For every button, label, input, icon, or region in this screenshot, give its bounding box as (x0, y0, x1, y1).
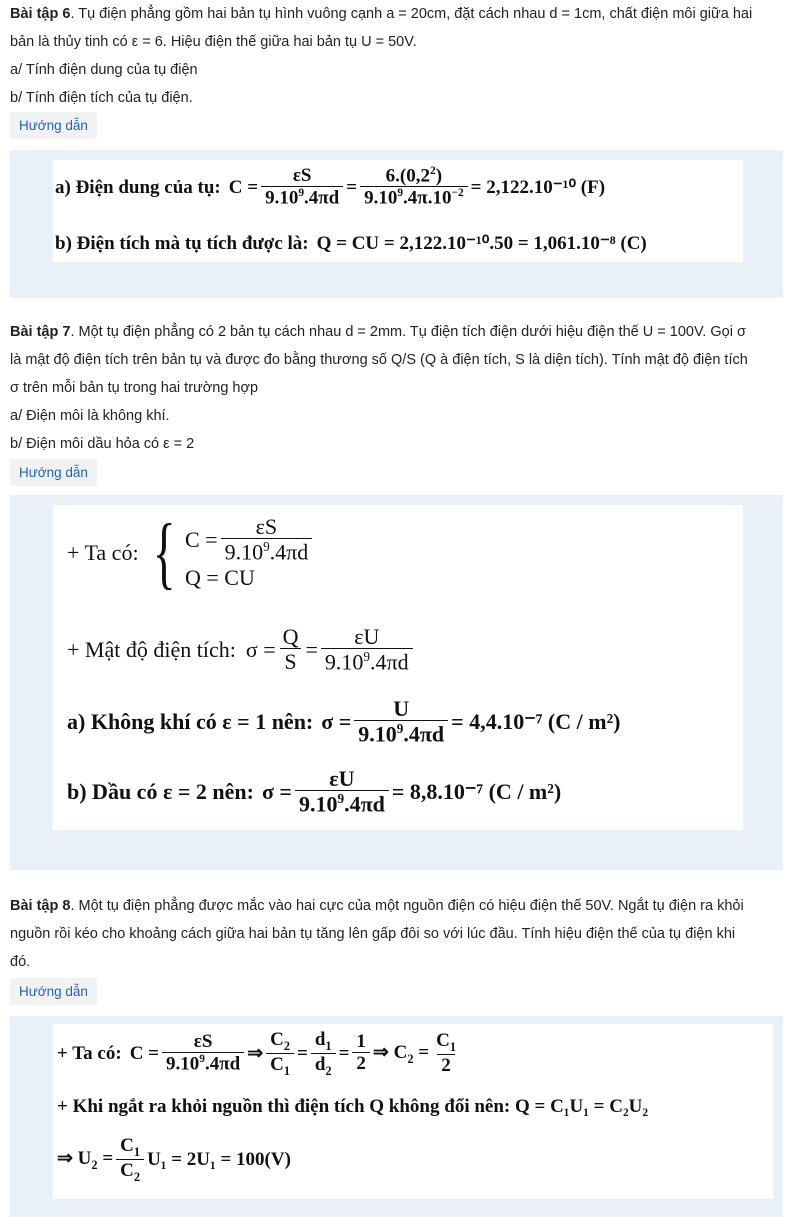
hint-button-7[interactable]: Hướng dẫn (10, 459, 97, 486)
exercise-6-question-a: a/ Tính điện dung của tụ điện (10, 62, 198, 78)
exercise-7 (0, 318, 800, 458)
solution-box-7 (10, 495, 783, 870)
exercise-8-text: Bài tập 8. Một tụ điện phẳng được mắc vào hai cực của một nguồn điện có hiệu điện thế 50V. Ngắt tụ điện ra khỏi nguồn rồi kéo cho khoảng cách giữa hai bản tụ tăng lên gấp đôi so với lúc đầu. Tính hiệu điện thế của tụ điện khi đó. (10, 898, 744, 970)
exercise-6-title: Bài tập 6 (10, 6, 71, 22)
hint-button-8[interactable]: Hướng dẫn (10, 978, 97, 1005)
solution-image-7: + Ta có: { C = $\frac{\varepsilon S}{9.10^9.4\pi d}$ Q = CU + Mật độ điện tích: σ = $\frac{Q}{S}$ = $\frac{\varepsilon U}{9.10^9.4\pi d}$ a) Không khí có ε = 1 nên: σ = $\frac{U}{9.10^9.4\pi d}$ = 4,4.10⁻⁷ (C / m²) b) Dầu có ε = 2 nên: σ = $\frac{\varepsilon U}{9.10^9.4\pi d}$ = 8,8.10⁻⁷ (C / m²) (53, 505, 743, 830)
exercise-7-question-a: a/ Điện môi là không khí. (10, 408, 170, 424)
exercise-8-title: Bài tập 8 (10, 898, 71, 914)
exercise-6-text: Bài tập 6. Tụ điện phẳng gồm hai bản tụ hình vuông cạnh a = 20cm, đặt cách nhau d = 1cm, chất điện môi giữa hai bản là thủy tinh có ε = 6. Hiệu điện thế giữa hai bản tụ U = 50V. a/ Tính điện dung của tụ điện b/ Tính điện tích của tụ điện. (10, 6, 753, 106)
exercise-7-title: Bài tập 7 (10, 324, 71, 340)
solution-image-8: + Ta có: C = $\frac{\varepsilon S}{9.10^9.4\pi d}$ ⇒ $\frac{C_2}{C_1}$ = $\frac{d_1}{d_2}$ = $\frac{1}{2}$ ⇒ $C_2$ = $\frac{C_1}{2}$ + Khi ngắt ra khỏi nguồn thì điện tích Q không đổi nên: Q = C₁U₁ = C₂U₂ ⇒ $U_2$ = $\frac{C_1}{C_2}$ U₁ = 2U₁ = 100(V) (53, 1024, 773, 1199)
exercise-8 (0, 892, 800, 976)
hint-button-6[interactable]: Hướng dẫn (10, 112, 97, 139)
solution-box-8 (10, 1016, 783, 1217)
solution-box-6 (10, 150, 783, 298)
exercise-7-question-b: b/ Điện môi dầu hỏa có ε = 2 (10, 436, 195, 452)
exercise-6 (0, 0, 800, 112)
exercise-6-question-b: b/ Tính điện tích của tụ điện. (10, 90, 193, 106)
solution-image-6: a) Điện dung của tụ: C = $\frac{\varepsilon S}{9.10^9.4\pi d}$ = $\frac{6.(0,2^2)}{9.10^9.4\pi.10^{-2}}$ = 2,122.10⁻¹⁰ (F) b) Điện tích mà tụ tích được là: Q = CU = 2,122.10⁻¹⁰.50 = 1,061.10⁻⁸ (C) (53, 160, 743, 262)
exercise-7-text: Bài tập 7. Một tụ điện phẳng có 2 bản tụ cách nhau d = 2mm. Tụ điện tích điện dưới hiệu điện thế U = 100V. Gọi σ là mật độ điện tích trên bản tụ và được đo bằng thương số Q/S (Q à điện tích, S là diện tích). Tính mật độ điện tích σ trên mỗi bản tụ trong hai trường hợp a/ Điện môi là không khí. b/ Điện môi dầu hỏa có ε = 2 (10, 324, 748, 452)
